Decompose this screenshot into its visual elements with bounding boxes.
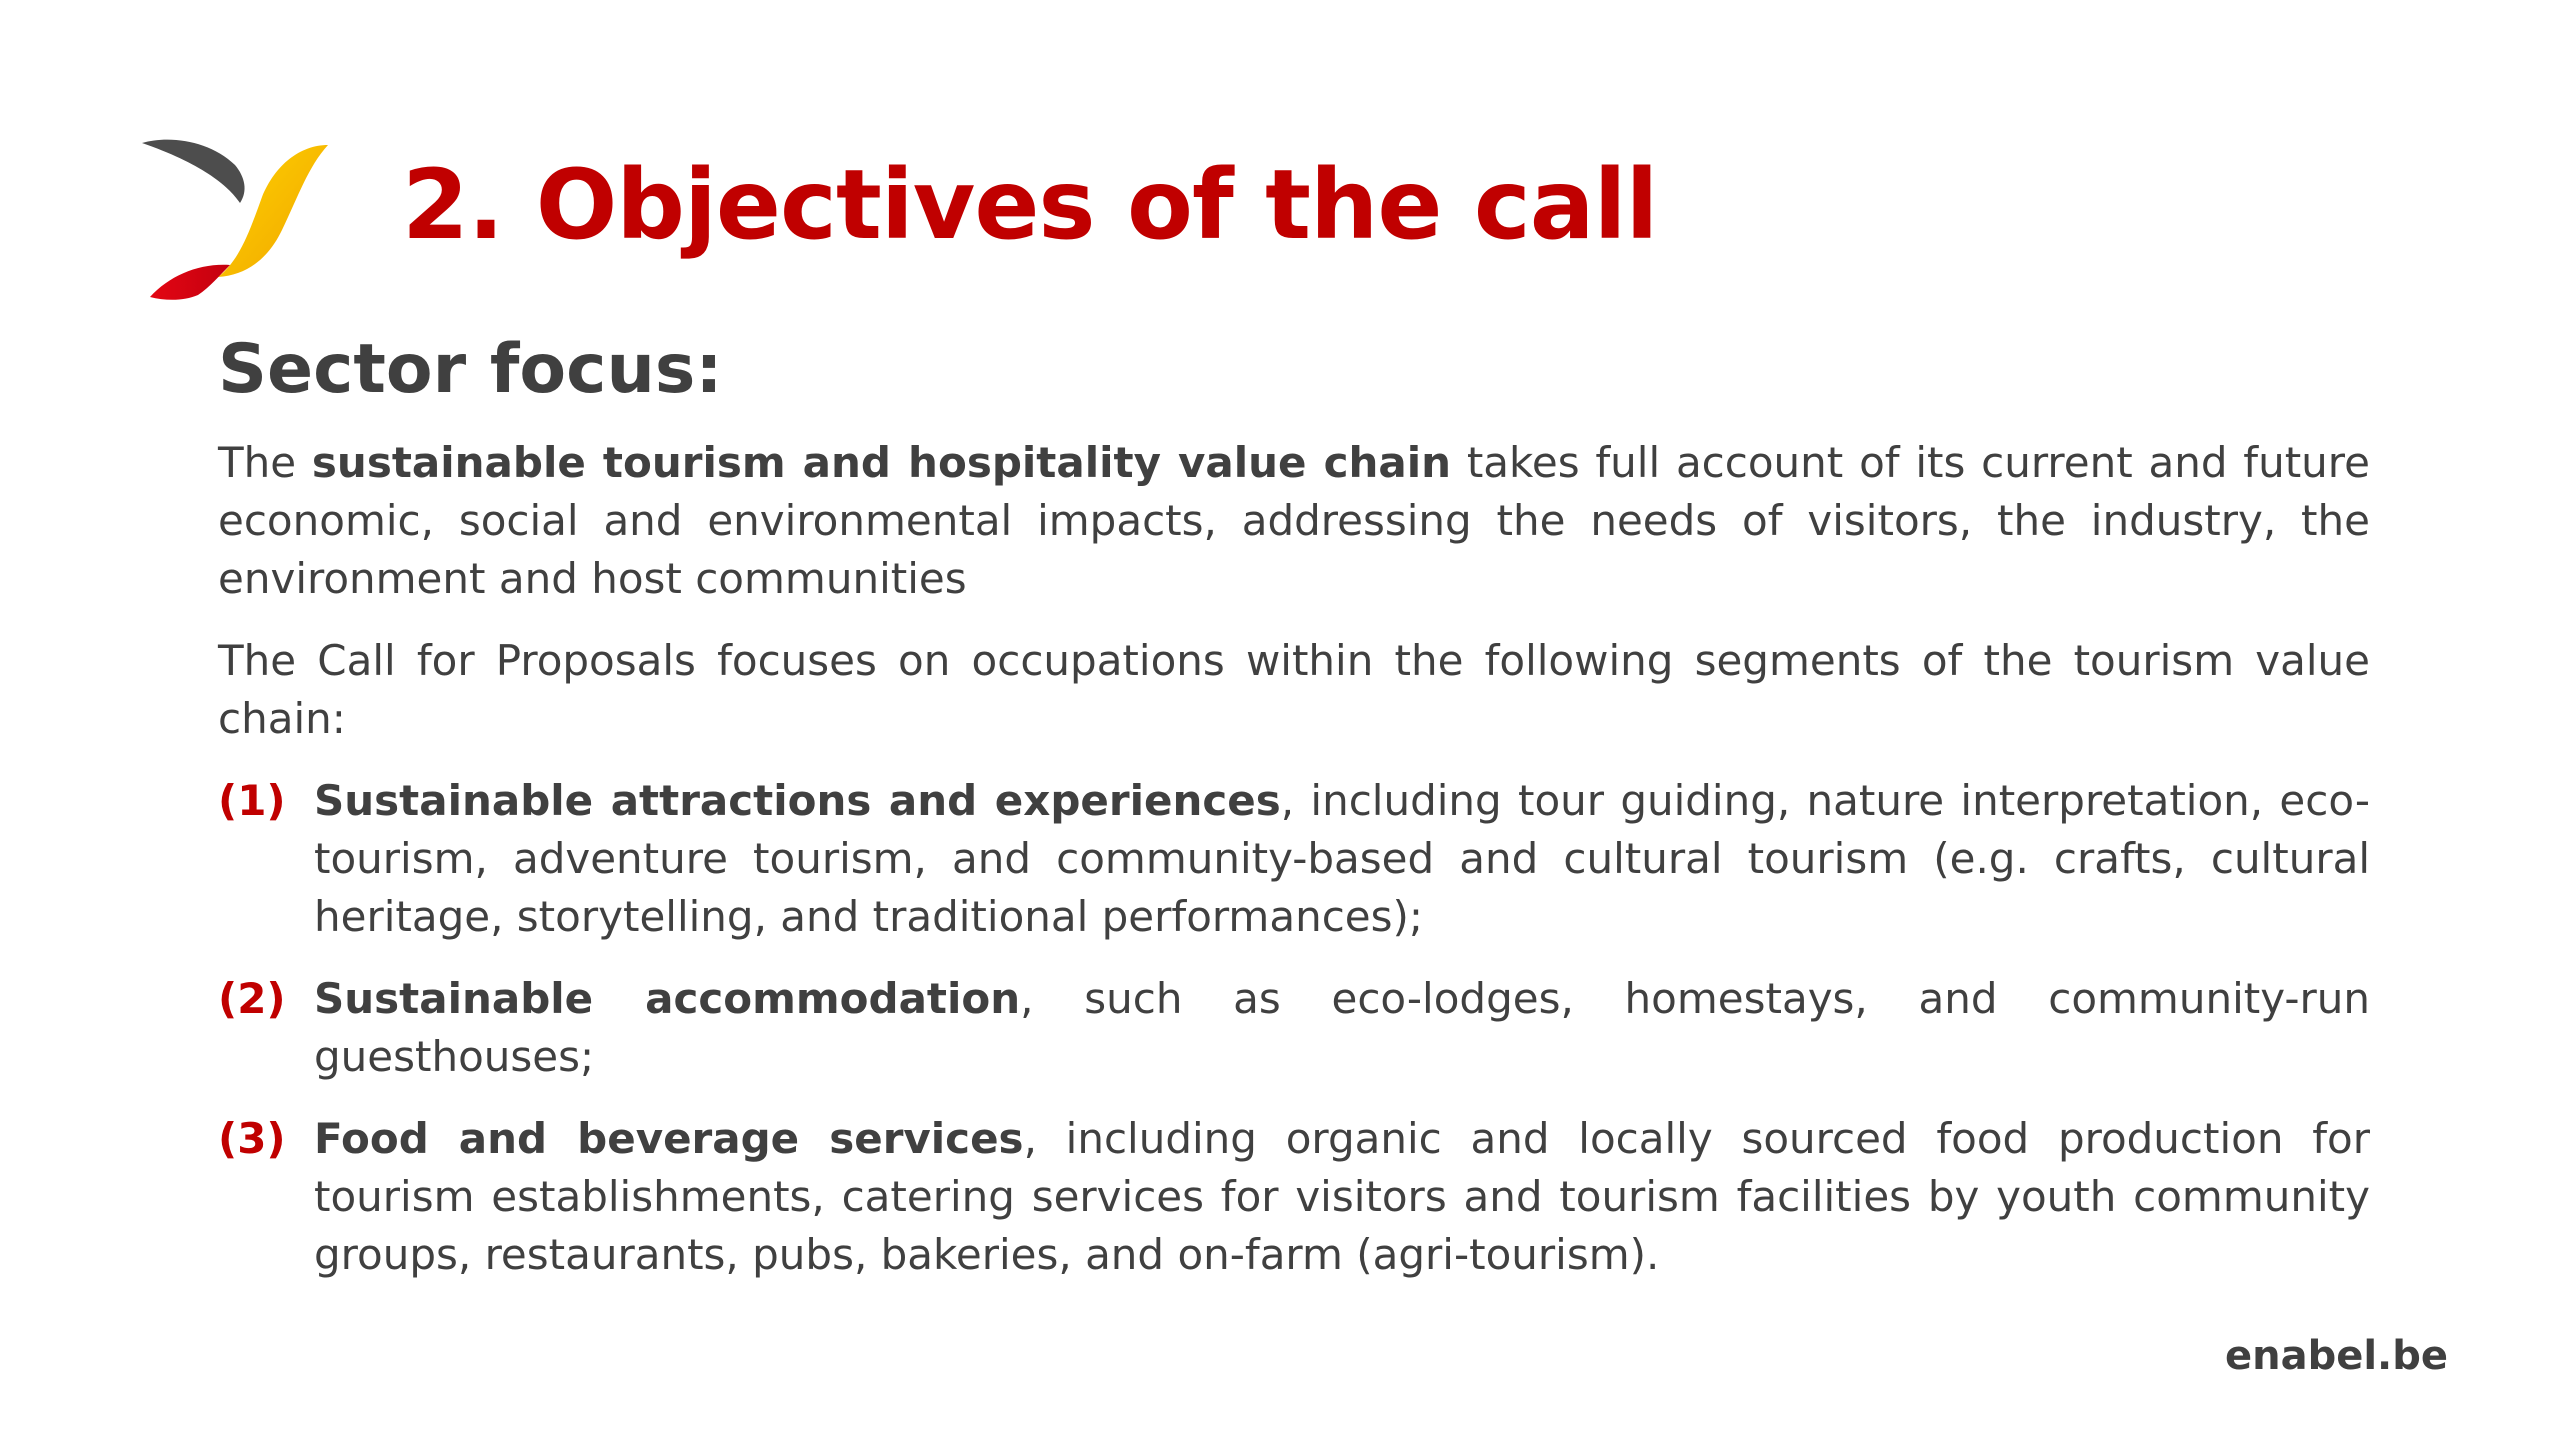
intro-rest: takes full account of its current and future economic, social and environmental impacts, addressing the needs of visitors, the industry, the environment and host communities bbox=[218, 438, 2370, 603]
segment-name: Sustainable attractions and experiences bbox=[314, 776, 1281, 825]
segment-description: , such as eco-lodges, homestays, and community-run guesthouses; bbox=[314, 974, 2370, 1081]
segment-description: , including tour guiding, nature interpretation, eco-tourism, adventure tourism, and community-based and cultural tourism (e.g. crafts, cultural heritage, storytelling, and traditional performances); bbox=[314, 776, 2370, 941]
intro-lead: The bbox=[218, 438, 312, 487]
segment-number: (3) bbox=[218, 1114, 286, 1163]
segment-item bbox=[218, 1110, 2370, 1284]
slide-title: 2. Objectives of the call bbox=[402, 149, 1658, 261]
segment-name: Food and beverage services bbox=[314, 1114, 1024, 1163]
intro-paragraph bbox=[218, 434, 2370, 608]
slide-content bbox=[218, 328, 2370, 1308]
segment-item bbox=[218, 772, 2370, 946]
intro-bold: sustainable tourism and hospitality value chain bbox=[311, 438, 1452, 487]
segment-item bbox=[218, 970, 2370, 1086]
section-heading: Sector focus: bbox=[218, 330, 723, 409]
call-paragraph: The Call for Proposals focuses on occupations within the following segments of the tourism value chain: bbox=[218, 636, 2370, 743]
segment-name: Sustainable accommodation bbox=[314, 974, 1021, 1023]
footer-url[interactable]: enabel.be bbox=[2224, 1333, 2448, 1379]
segment-list bbox=[218, 772, 2370, 1284]
segment-description: , including organic and locally sourced food production for tourism establishments, catering services for visitors and tourism facilities by youth community groups, restaurants, pubs, bakeries, and on-farm (agri-tourism). bbox=[314, 1114, 2370, 1279]
segment-number: (2) bbox=[218, 974, 286, 1023]
segment-number: (1) bbox=[218, 776, 286, 825]
enabel-logo-icon bbox=[140, 135, 330, 305]
